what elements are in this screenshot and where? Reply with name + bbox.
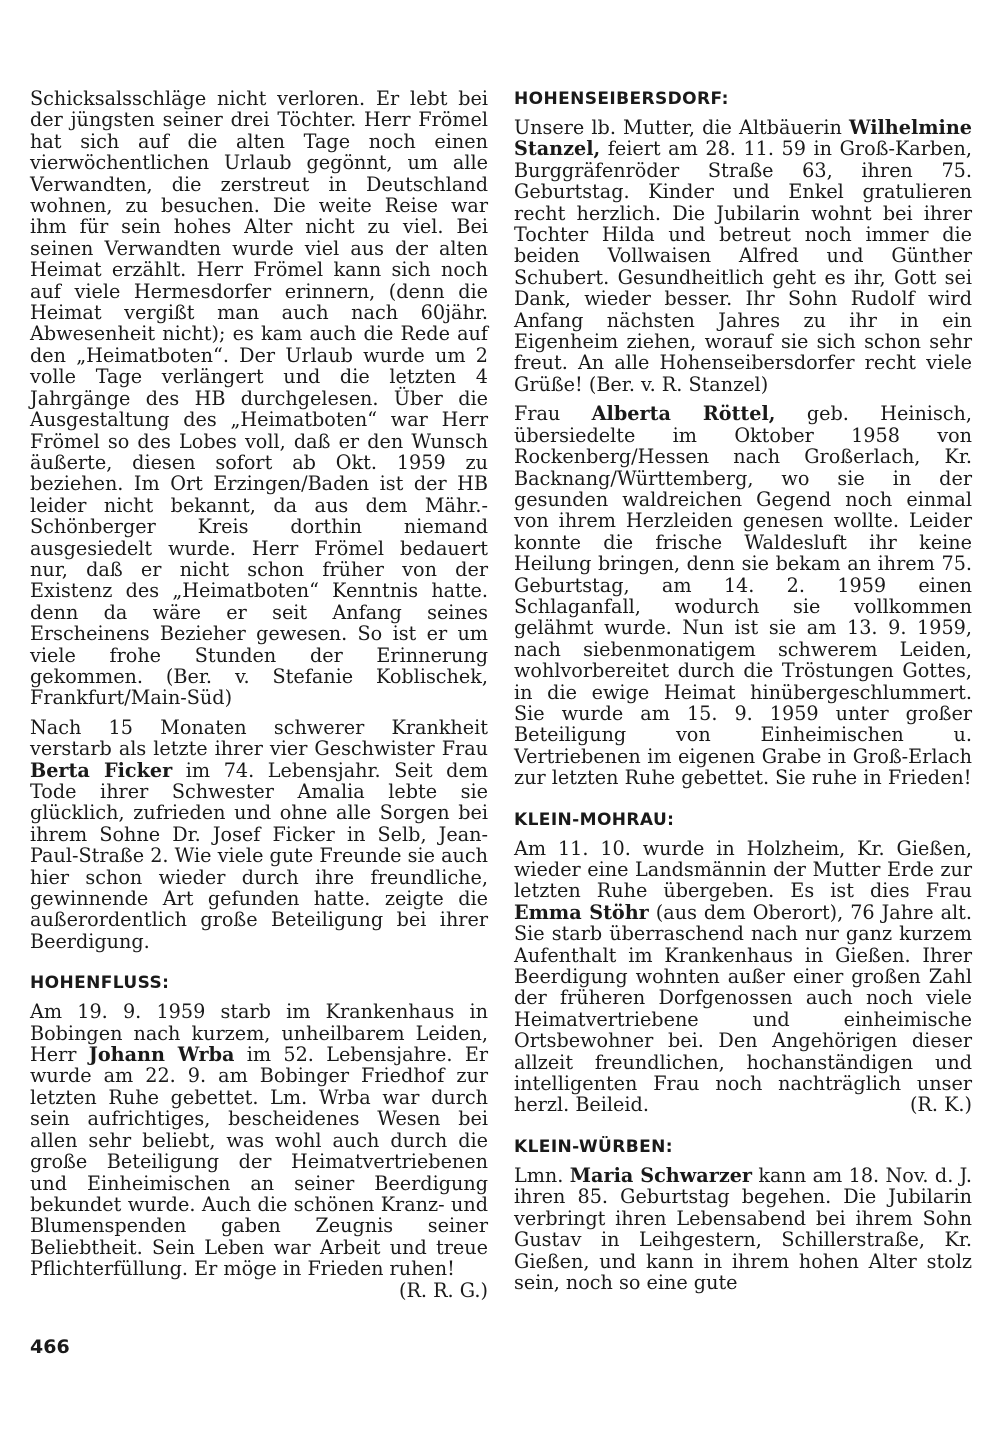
article-text: [514, 117, 972, 395]
text-run: (aus dem Oberort), 76 Jahre alt. Sie starb überraschend nach nur ganz kurzem Aufenthalt im Krankenhaus in Gießen. Ihrer Beerdigung wohnten außer einer großen Zahl der früheren Dorfgenossen auch noch viele Heimatvertriebene und einheimische Ortsbewohner bei. Den Angehörigen dieser allzeit freundlichen, hochanständigen und intelligenten Frau noch nachträglich unser herzl. Beileid.: [514, 900, 972, 1117]
section-heading: HOHENFLUSS:: [30, 973, 170, 994]
author-signature: (R. K.): [909, 1093, 972, 1117]
text-run: Am 19. 9. 1959 starb im Krankenhaus in Bobingen nach kurzem, unheilbarem Leiden, Herr: [30, 1000, 488, 1067]
section-heading: HOHENSEIBERSDORF:: [514, 89, 729, 109]
text-run: geb. Heinisch, übersiedelte im Oktober 1958 von Rockenberg/Hessen nach Großerlach, Kr. Backnang/Württemberg, wo sie in der gesunden waldreichen Gegend noch einmal von ihrem Herzleiden genesen wollte. Leider konnte die frische Waldesluft ihr keine Heilung bringen, denn sie bekam an ihrem 75. Geburtstag, am 14. 2. 1959 einen Schlaganfall, wodurch sie vollkommen gelähmt wurde. Nun ist sie am 13. 9. 1959, nach siebenmonatigem schwerem Leiden, wohlvorbereitet durch die Tröstungen Gottes, in die ewige Heimat hinübergeschlummert. Sie wurde am 15. 9. 1959 unter großer Beteiligung von Einheimischen u. Vertriebenen im eigenen Grabe in Groß-Erlach zur letzten Ruhe gebettet. Sie ruhe in Frieden!: [514, 402, 972, 790]
text-run: Lmn.: [514, 1163, 564, 1187]
text-run: Am 11. 10. wurde in Holzheim, Kr. Gießen, wieder eine Landsmännin der Mutter Erde zur letzten Ruhe übergeben. Es ist dies Frau: [514, 836, 972, 903]
person-name: Wilhelmine Stanzel,: [514, 116, 972, 161]
section-heading: KLEIN-WÜRBEN:: [514, 1136, 673, 1157]
left-column: [30, 88, 488, 1301]
article-text: [514, 403, 972, 788]
text-run: im 52. Lebensjahre. Er wurde am 22. 9. am Bobinger Friedhof zur letzten Ruhe gebettet. Lm. Wrba war durch sein aufrichtiges, bescheidenes Wesen bei allen sehr beliebt, was wohl auch durch die große Beteiligung der Heimatvertriebenen und Einheimischen an seiner Beerdigung bekundet wurde. Auch die schönen Kranz- und Blumenspenden gaben Zeugnis seiner Beliebtheit. Sein Leben war Arbeit und treue Pflichterfüllung. Er möge in Frieden ruhen!: [30, 1043, 488, 1281]
page-number: 466: [30, 1336, 70, 1358]
person-name: Alberta Röttel,: [591, 402, 776, 426]
text-run: im 74. Lebensjahr. Seit dem Tode ihrer Schwester Amalia lebte sie glücklich, zufrieden und ohne alle Sorgen bei ihrem Sohne Dr. Josef Ficker in Selb, Jean-Paul-Straße 2. Wie viele gute Freunde sie auch hier schon wieder durch ihre freundliche, gewinnende Art gefunden hatte. zeigte die außerordentlich große Beteiligung bei ihrer Beerdigung.: [30, 758, 488, 953]
text-run: kann am 18. Nov. d. J. ihren 85. Geburtstag begehen. Die Jubilarin verbringt ihren Lebensabend bei ihrem Sohn Gustav in Leihgestern, Schillerstraße, Kr. Gießen, und kann in ihrem hohen Alter stolz sein, noch so eine gute: [514, 1163, 972, 1294]
article-text: [30, 1000, 488, 1302]
person-name: Maria Schwarzer: [569, 1163, 753, 1187]
section-heading: KLEIN-MOHRAU:: [514, 809, 675, 830]
text-run: Unsere lb. Mutter, die Altbäuerin: [514, 116, 842, 139]
text-run: feiert am 28. 11. 59 in Groß-Karben, Burggräfenröder Straße 63, ihren 75. Geburtstag. Kinder und Enkel gratulieren recht herzlich. Die Jubilarin wohnt bei ihrer Tochter Hilda und betreut noch immer die beiden Vollwaisen Alfred und Günther Schubert. Gesundheitlich geht es ihr, Gott sei Dank, wieder besser. Ihr Sohn Rudolf wird Anfang nächsten Jahres zu ihr in ein Eigenheim ziehen, worauf sie sich schon sehr freut. An alle Hohenseibersdorfer recht viele Grüße! (Ber. v. R. Stanzel): [514, 137, 972, 396]
person-name: Emma Stöhr: [514, 900, 649, 924]
person-name: Johann Wrba: [88, 1043, 235, 1067]
article-text: Schicksalsschläge nicht verloren. Er lebt bei der jüngsten seiner drei Töchter. Herr Frömel hat sich auf die alten Tage noch einen vierwöchentlichen Urlaub gegönnt, um alle Verwandten, die zerstreut in Deutschland wohnen, zu besuchen. Die weite Reise war ihm für sein hohes Alter nicht zu viel. Bei seinen Verwandten wurde viel aus der alten Heimat erzählt. Herr Frömel kann sich noch auf viele Hermesdorfer erinnern, (denn die Heimat vergißt man auch nach 60jähr. Abwesenheit nicht); es kam auch die Rede auf den „Heimatboten“. Der Urlaub wurde um 2 volle Tage verlängert und die letzten 4 Jahrgänge des HB durchgelesen. Über die Ausgestaltung des „Heimatboten“ war Herr Frömel so des Lobes voll, daß er den Wunsch äußerte, diesen sofort ab Okt. 1959 zu beziehen. Im Ort Erzingen/Baden ist der HB leider nicht bekannt, da aus dem Mähr.-Schönberger Kreis dorthin niemand ausgesiedelt wurde. Herr Frömel bedauert nur, daß er nicht schon früher von der Existenz des „Heimatboten“ Kenntnis hatte. denn da wäre er seit Anfang seines Erscheinens Bezieher gewesen. So ist er um viele frohe Stunden der Erinnerung gekommen. (Ber. v. Stefanie Koblischek, Frankfurt/Main-Süd): [30, 87, 488, 710]
text-run: Frau: [514, 402, 561, 426]
author-signature: (R. R. G.): [398, 1278, 488, 1302]
article-text: [30, 717, 488, 952]
article-text: [514, 838, 972, 1116]
person-name: Berta Ficker: [30, 758, 173, 782]
article-text: [514, 1165, 972, 1293]
right-column: [514, 88, 972, 1301]
text-run: Nach 15 Monaten schwerer Krankheit verstarb als letzte ihrer vier Geschwister Frau: [30, 715, 488, 761]
